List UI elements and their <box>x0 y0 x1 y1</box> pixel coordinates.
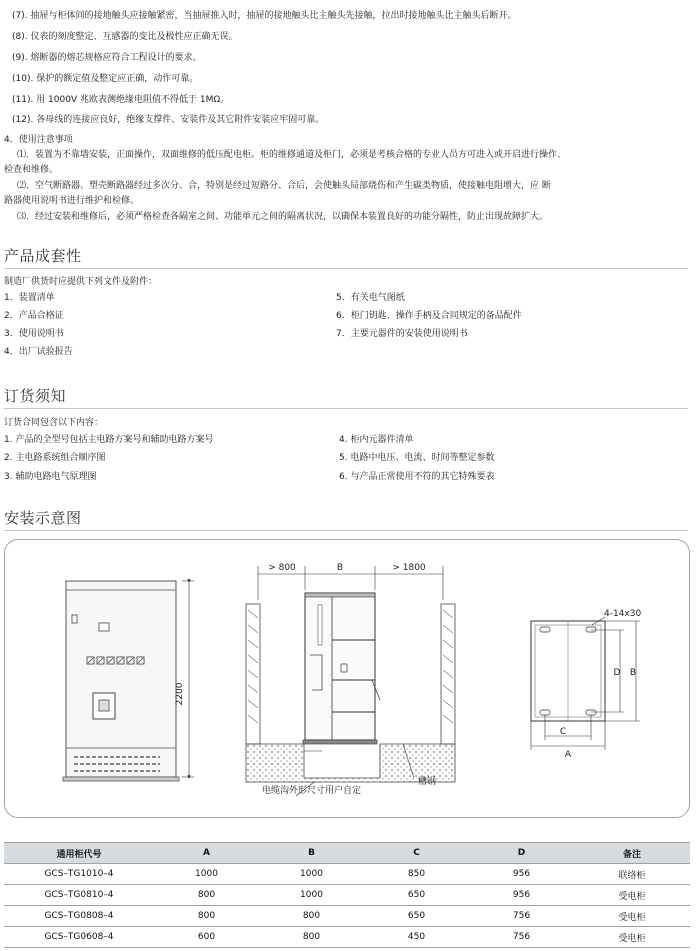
table-row <box>4 927 690 948</box>
cell-d: 956 <box>469 864 574 885</box>
product-set-item-1: 1．装置清单 <box>4 293 55 303</box>
table-row <box>4 885 690 906</box>
ordering-item-5: 5. 电路中电压、电流、时间等整定参数 <box>339 453 495 463</box>
ordering-intro: 订货合同包含以下内容： <box>4 418 104 428</box>
install-title: 安装示意图 <box>4 509 82 527</box>
ordering-item-1: 1. 产品的全型号包括主电路方案号和辅助电路方案号 <box>4 435 214 445</box>
note-1-line-2: 检查和维修。 <box>4 165 59 175</box>
product-set-item-2: 2．产品合格证 <box>4 311 64 321</box>
ordering-item-2: 2. 主电路系统组合顺序图 <box>4 453 106 463</box>
col-d: D <box>469 843 574 864</box>
requirement-11: (11). 用 1000V 兆欧表测绝缘电阻值不得低于 1MΩ。 <box>12 95 230 105</box>
table-header-row <box>4 843 690 864</box>
dim-b-label: B <box>629 668 637 678</box>
col-c: C <box>364 843 469 864</box>
requirement-9: (9). 熔断器的熔芯规格应符合工程设计的要求。 <box>12 53 202 63</box>
cell-remark: 联络柜 <box>574 864 690 885</box>
col-a: A <box>154 843 259 864</box>
cell-b: 800 <box>259 906 364 927</box>
mounting-holes-label: 4-14x30 <box>604 609 642 619</box>
cell-a: 800 <box>154 885 259 906</box>
cell-a: 1000 <box>154 864 259 885</box>
cell-b: 1000 <box>259 864 364 885</box>
dim-c-label: C <box>559 727 567 737</box>
note-2-line-2: 路器使用说明书进行维护和检修。 <box>4 196 140 206</box>
cell-d: 756 <box>469 906 574 927</box>
cell-c: 850 <box>364 864 469 885</box>
notes-heading: 4．使用注意事项 <box>4 135 73 145</box>
ordering-item-3: 3. 辅助电路电气原理图 <box>4 472 97 482</box>
cell-code: GCS–TG1010–4 <box>4 864 154 885</box>
product-set-item-5: 5．有关电气图纸 <box>336 293 405 303</box>
product-set-item-3: 3．使用说明书 <box>4 329 64 339</box>
height-dimension: 2200 <box>175 682 185 706</box>
requirement-7: (7). 抽屉与柜体间的接地触头应接触紧密，当抽屉推入时，抽屉的接地触头比主触头先接触，拉出时接地触头比主触头后断开。 <box>12 11 517 21</box>
cell-d: 756 <box>469 927 574 948</box>
ordering-title: 订货须知 <box>4 387 67 405</box>
cell-d: 956 <box>469 885 574 906</box>
cell-c: 450 <box>364 927 469 948</box>
cell-remark: 受电柜 <box>574 906 690 927</box>
cell-b: 800 <box>259 927 364 948</box>
product-set-item-6: 6．柜门钥匙、操作手柄及合同规定的备品配件 <box>336 311 522 321</box>
left-clearance-label: > 800 <box>268 563 296 573</box>
cell-a: 600 <box>154 927 259 948</box>
cell-remark: 受电柜 <box>574 927 690 948</box>
dim-a-label: A <box>564 750 572 760</box>
channel-steel-label: 槽钢 <box>418 777 437 787</box>
cell-b: 1000 <box>259 885 364 906</box>
cell-code: GCS–TG0808–4 <box>4 906 154 927</box>
base-plan-view <box>531 617 640 750</box>
note-1-line-1: ⑴．装置为不靠墙安装，正面操作，双面维修的低压配电柜。柜的维修通道及柜门，必须是考核合格的专业人员方可进入或开启进行操作、 <box>17 150 567 160</box>
dim-d-label: D <box>613 668 621 678</box>
product-set-item-7: 7．主要元器件的安装使用说明书 <box>336 329 468 339</box>
ordering-item-6: 6. 与产品正常使用不符的其它特殊要表 <box>339 472 495 482</box>
cabinet-front-view <box>63 581 194 781</box>
col-code: 通用柜代号 <box>4 843 154 864</box>
cell-c: 650 <box>364 885 469 906</box>
cabinet-spec-table <box>4 842 690 948</box>
cell-remark: 受电柜 <box>574 885 690 906</box>
trench-note-label: 电缆沟外形尺寸用户自定 <box>262 786 362 796</box>
right-clearance-label: > 1800 <box>392 563 426 573</box>
col-remark: 备注 <box>574 843 690 864</box>
product-set-intro: 制造厂供货时应提供下列文件及附件： <box>4 277 158 287</box>
requirement-10: (10). 保护的额定值及整定应正确，动作可靠。 <box>12 74 199 84</box>
requirement-12: (12). 各母线的连接应良好，绝缘支撑件、安装件及其它附件安装应牢固可靠。 <box>12 115 325 125</box>
product-set-title: 产品成套性 <box>4 247 82 265</box>
requirement-8: (8). 仪表的刻度整定、互感器的变比及极性应正确无误。 <box>12 32 238 42</box>
note-3: ⑶．经过安装和维修后，必须严格检查各隔室之间、功能单元之间的隔离状况，以确保本装置良好的功能分隔性，防止出现故障扩大。 <box>17 212 549 222</box>
table-row <box>4 906 690 927</box>
table-row <box>4 864 690 885</box>
cell-a: 800 <box>154 906 259 927</box>
cell-code: GCS–TG0810–4 <box>4 885 154 906</box>
cell-code: GCS–TG0608–4 <box>4 927 154 948</box>
width-b-label: B <box>336 563 344 573</box>
note-2-line-1: ⑵．空气断路器、塑壳断路器经过多次分、合，特别是经过短路分、合后，会使触头局部烧伤和产生碳类物质，使接触电阻增大，应 断 <box>17 181 551 191</box>
cabinet-side-view <box>246 566 455 796</box>
ordering-item-4: 4. 柜内元器件清单 <box>339 435 414 445</box>
cell-c: 650 <box>364 906 469 927</box>
product-set-item-4: 4．出厂试验报告 <box>4 347 73 357</box>
col-b: B <box>259 843 364 864</box>
